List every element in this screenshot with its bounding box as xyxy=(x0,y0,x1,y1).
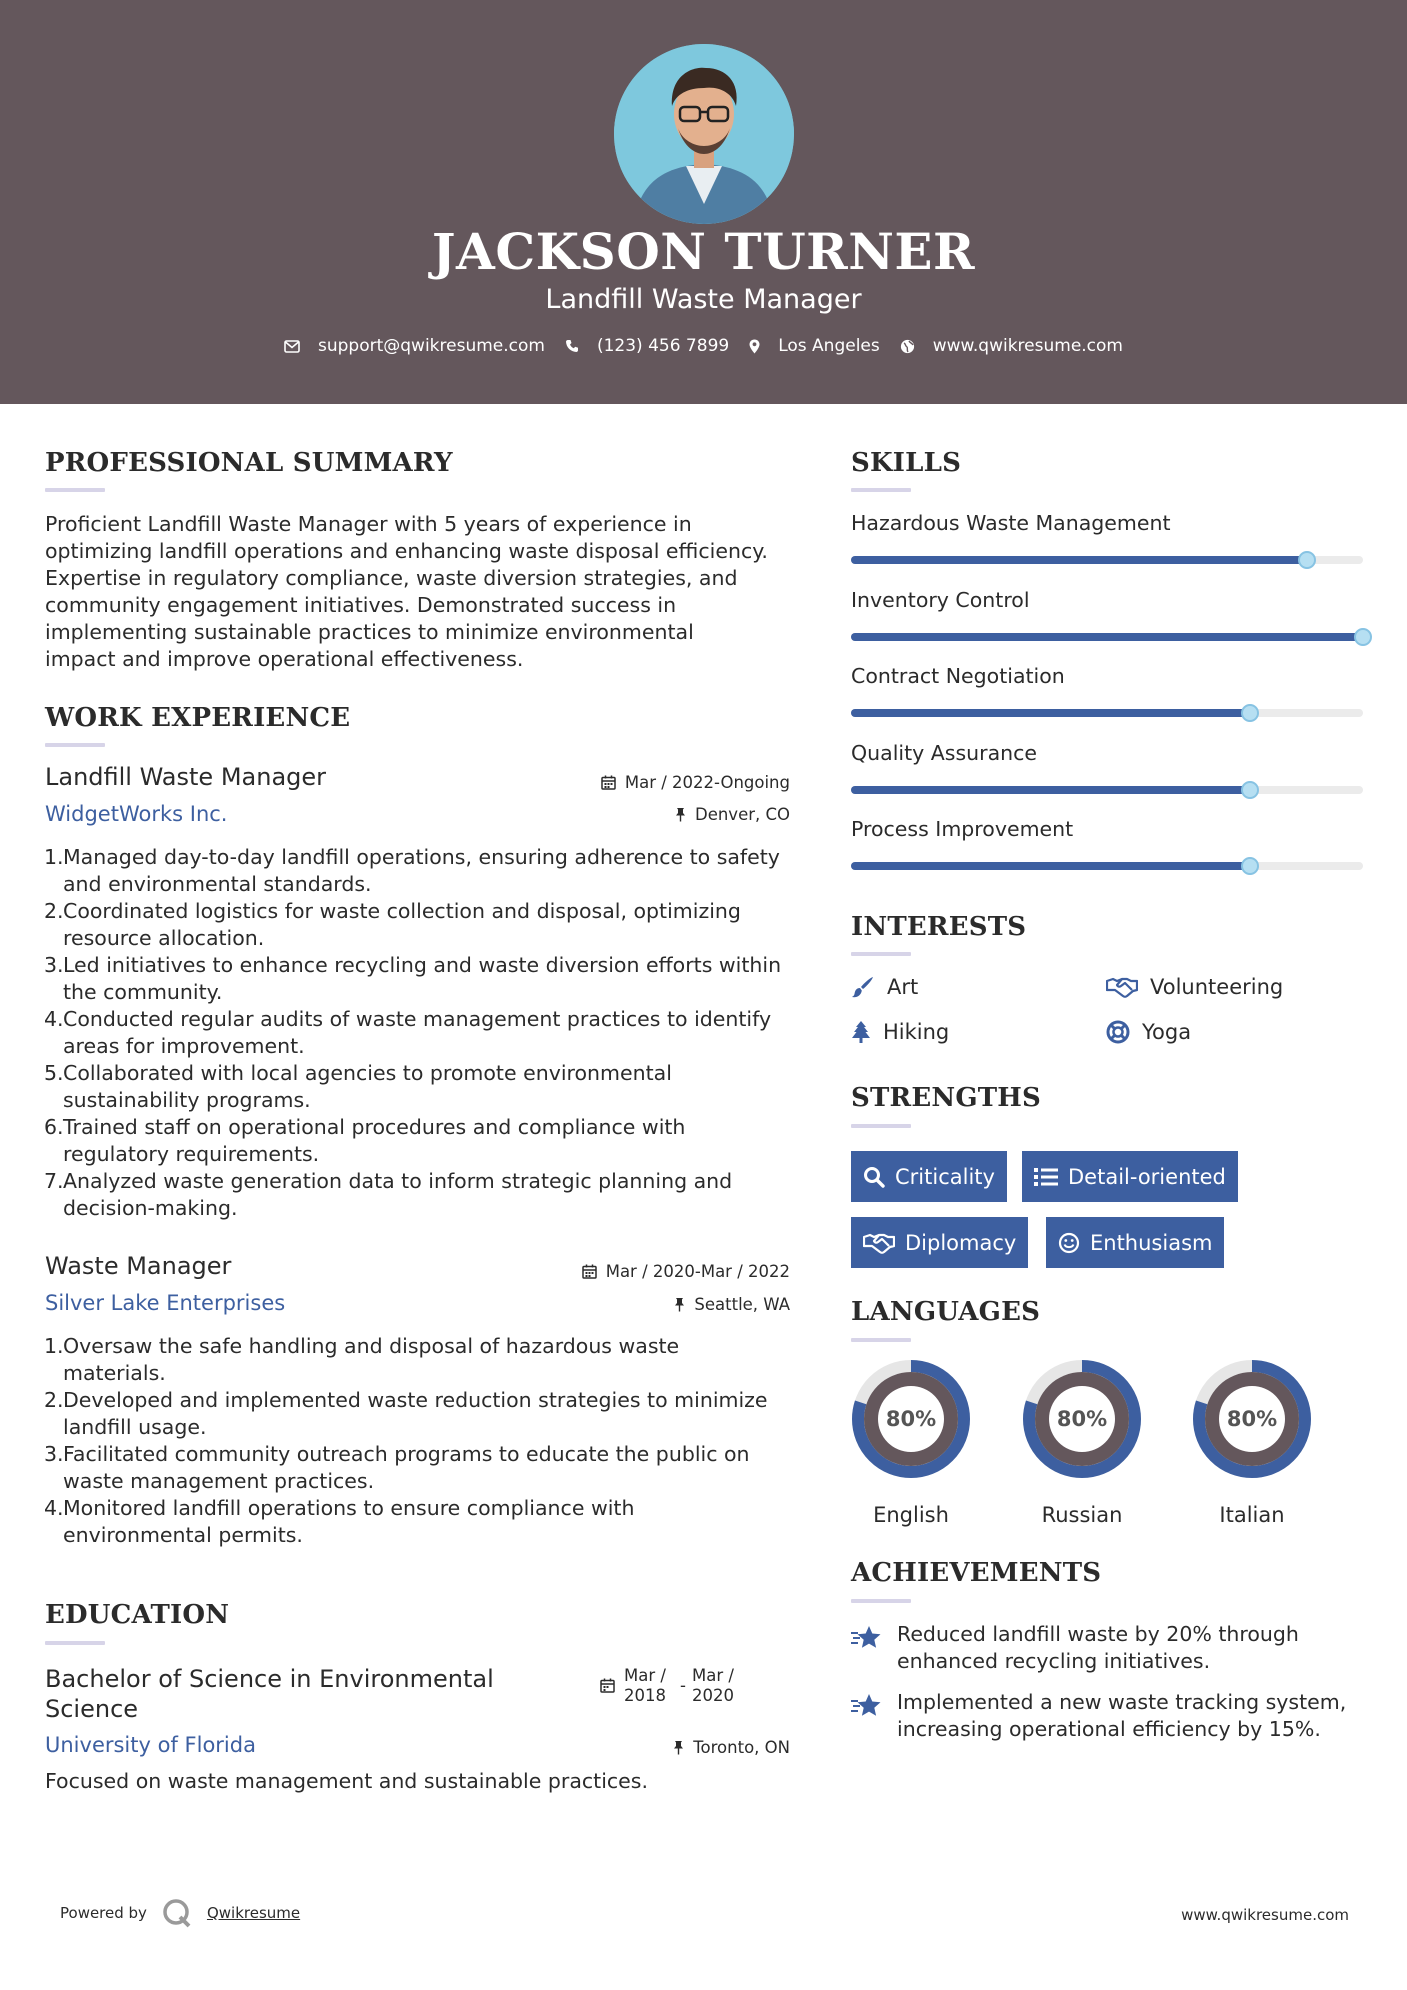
interest-item: Volunteering xyxy=(1106,975,1283,999)
pushpin-icon xyxy=(674,1297,685,1312)
date-separator: - xyxy=(680,1676,686,1695)
education-description: Focused on waste management and sustainable practices. xyxy=(45,1769,648,1793)
skill-bar-knob xyxy=(1241,857,1259,875)
experience-rule xyxy=(45,743,105,747)
calendar-icon xyxy=(601,775,616,790)
language-ring xyxy=(1191,1358,1313,1480)
profile-photo xyxy=(614,44,794,224)
skill-bar-track xyxy=(851,556,1363,564)
education-location: Toronto, ON xyxy=(673,1738,790,1757)
skill-bar-knob xyxy=(1354,628,1372,646)
skill-bar-knob xyxy=(1241,781,1259,799)
list-item: 1. Managed day-to-day landfill operations, ensuring adherence to safety and environmental standards. xyxy=(44,845,780,896)
summary-line: community engagement initiatives. Demonstrated success in xyxy=(45,593,677,617)
achievement-text: Implemented a new waste tracking system, increasing operational efficiency by 15%. xyxy=(897,1690,1347,1741)
job-location xyxy=(675,805,790,824)
qwikresume-link[interactable]: Qwikresume xyxy=(206,1904,301,1922)
job-entry xyxy=(45,1249,790,1569)
strength-badge: Diplomacy xyxy=(851,1217,1028,1268)
powered-by-text: Powered by xyxy=(60,1904,147,1922)
responsibility-list xyxy=(45,1333,805,1549)
email-text: support@qwikresume.com xyxy=(318,336,545,356)
summary-line: implementing sustainable practices to minimize environmental xyxy=(45,620,694,644)
skill-bar-fill xyxy=(851,786,1250,794)
job-location-text: Denver, CO xyxy=(694,805,790,824)
handshake-icon xyxy=(1106,976,1138,998)
interest-item: Yoga xyxy=(1106,1020,1191,1044)
language-ring xyxy=(1021,1358,1143,1480)
list-item: 1. Oversaw the safe handling and disposal of hazardous waste materials. xyxy=(44,1334,680,1385)
interest-item: Hiking xyxy=(851,1020,949,1044)
qwikresume-logo-icon xyxy=(161,1897,193,1929)
language-percent: 80% xyxy=(1226,1407,1278,1431)
job-dates-text: Mar / 2020-Mar / 2022 xyxy=(605,1262,790,1281)
interests-rule xyxy=(851,952,911,956)
skill-bar-track xyxy=(851,709,1363,717)
handshake-icon xyxy=(863,1232,895,1254)
footer-website[interactable]: www.qwikresume.com xyxy=(1181,1906,1349,1924)
skill-bar-fill xyxy=(851,556,1307,564)
contact-email[interactable] xyxy=(284,336,545,356)
job-dates-text: Mar / 2022-Ongoing xyxy=(624,773,790,792)
location-text: Los Angeles xyxy=(778,336,880,356)
skills-title: SKILLS xyxy=(851,448,962,478)
education-dates xyxy=(600,1666,734,1706)
smile-icon xyxy=(1058,1232,1080,1254)
skill-bar-knob xyxy=(1298,551,1316,569)
skill-label: Quality Assurance xyxy=(851,740,1038,765)
language-percent: 80% xyxy=(1056,1407,1108,1431)
experience-title: WORK EXPERIENCE xyxy=(45,703,351,733)
globe-icon xyxy=(900,339,915,354)
strengths-rule xyxy=(851,1124,911,1128)
website-text: www.qwikresume.com xyxy=(932,336,1123,356)
contact-phone[interactable] xyxy=(565,336,729,356)
language-name: Russian xyxy=(1041,1503,1123,1527)
achievement-item xyxy=(851,1621,1299,1675)
school-name: University of Florida xyxy=(45,1733,256,1757)
language-name: English xyxy=(873,1503,949,1527)
education-title: EDUCATION xyxy=(45,1600,230,1630)
start-date: Mar / 2018 xyxy=(624,1666,666,1705)
list-item: 2. Coordinated logistics for waste collection and disposal, optimizing resource allocation. xyxy=(44,899,741,950)
job-location-text: Seattle, WA xyxy=(694,1295,790,1314)
pushpin-icon xyxy=(675,807,686,822)
interest-item: Art xyxy=(851,975,918,999)
summary-text xyxy=(45,511,805,673)
summary-line: impact and improve operational effectiveness. xyxy=(45,647,524,671)
company-name: WidgetWorks Inc. xyxy=(45,802,228,826)
job-dates xyxy=(601,773,790,792)
summary-title: PROFESSIONAL SUMMARY xyxy=(45,448,453,478)
strength-badge: Criticality xyxy=(851,1151,1007,1202)
resume-header xyxy=(0,0,1407,404)
achievements-title: ACHIEVEMENTS xyxy=(851,1558,1102,1588)
languages-rule xyxy=(851,1338,911,1342)
lifebuoy-icon xyxy=(1106,1020,1130,1044)
list-icon xyxy=(1034,1167,1058,1187)
paintbrush-icon xyxy=(851,975,875,999)
education-entry xyxy=(45,1660,790,1800)
responsibility-list xyxy=(45,844,805,1222)
skill-bar-knob xyxy=(1241,704,1259,722)
candidate-name: JACKSON TURNER xyxy=(431,222,976,281)
achievement-text: Reduced landfill waste by 20% through enhanced recycling initiatives. xyxy=(897,1622,1299,1673)
job-dates xyxy=(582,1262,790,1281)
phone-icon xyxy=(565,339,579,353)
job-location xyxy=(674,1295,790,1314)
job-title: Waste Manager xyxy=(45,1252,232,1280)
powered-by xyxy=(60,1897,300,1929)
star-icon xyxy=(851,1693,883,1719)
skill-bar-fill xyxy=(851,862,1250,870)
phone-text: (123) 456 7899 xyxy=(596,336,730,356)
list-item: 4. Monitored landfill operations to ensure compliance with environmental permits. xyxy=(44,1496,635,1547)
interests-title: INTERESTS xyxy=(851,912,1027,942)
skill-label: Process Improvement xyxy=(851,817,1074,841)
languages-title: LANGUAGES xyxy=(851,1297,1041,1327)
summary-line: Expertise in regulatory compliance, waste diversion strategies, and xyxy=(45,566,738,590)
contact-location xyxy=(749,336,880,356)
strengths-title: STRENGTHS xyxy=(851,1083,1042,1113)
summary-line: optimizing landfill operations and enhancing waste disposal efficiency. xyxy=(45,539,768,563)
skill-bar-fill xyxy=(851,709,1250,717)
pushpin-icon xyxy=(673,1740,684,1755)
list-item: 5. Collaborated with local agencies to promote environmental sustainability programs. xyxy=(44,1061,672,1112)
summary-rule xyxy=(45,488,105,492)
list-item: 4. Conducted regular audits of waste management practices to identify areas for improvement. xyxy=(44,1007,772,1058)
education-rule xyxy=(45,1641,105,1645)
skill-bar-track xyxy=(851,786,1363,794)
summary-line: Proficient Landfill Waste Manager with 5 years of experience in xyxy=(45,512,692,536)
company-name: Silver Lake Enterprises xyxy=(45,1291,286,1315)
language-name: Italian xyxy=(1219,1503,1285,1527)
map-pin-icon xyxy=(749,339,760,354)
skill-bar-fill xyxy=(851,633,1363,641)
candidate-role: Landfill Waste Manager xyxy=(545,284,862,315)
list-item: 7. Analyzed waste generation data to inform strategic planning and decision-making. xyxy=(44,1169,733,1220)
skill-bar-track xyxy=(851,633,1363,641)
skill-bar-track xyxy=(851,862,1363,870)
list-item: 6. Trained staff on operational procedures and compliance with regulatory requirements. xyxy=(44,1115,686,1166)
degree-title: Bachelor of Science in Environmental Science xyxy=(45,1665,494,1723)
achievement-item xyxy=(851,1689,1346,1743)
contact-bar xyxy=(0,336,1407,356)
star-icon xyxy=(851,1625,883,1651)
job-title: Landfill Waste Manager xyxy=(45,763,327,791)
strength-badge: Enthusiasm xyxy=(1046,1217,1224,1268)
skills-rule xyxy=(851,488,911,492)
list-item: 2. Developed and implemented waste reduction strategies to minimize landfill usage. xyxy=(44,1388,768,1439)
list-item: 3. Led initiatives to enhance recycling and waste diversion efforts within the community. xyxy=(44,953,782,1004)
skill-label: Inventory Control xyxy=(851,587,1030,612)
skill-label: Contract Negotiation xyxy=(851,664,1065,688)
calendar-icon xyxy=(600,1678,615,1693)
strength-badge: Detail-oriented xyxy=(1022,1151,1238,1202)
contact-website[interactable] xyxy=(900,336,1123,356)
tree-icon xyxy=(851,1020,871,1044)
envelope-icon xyxy=(284,340,300,353)
end-date: Mar / 2020 xyxy=(691,1666,734,1705)
skill-label: Hazardous Waste Management xyxy=(851,511,1171,535)
achievements-rule xyxy=(851,1599,911,1603)
language-ring xyxy=(850,1358,972,1480)
calendar-icon xyxy=(582,1264,597,1279)
person-illustration xyxy=(614,44,794,224)
language-percent: 80% xyxy=(885,1407,937,1431)
search-icon xyxy=(863,1166,885,1188)
list-item: 3. Facilitated community outreach programs to educate the public on waste management practices. xyxy=(44,1442,750,1493)
job-entry xyxy=(45,760,790,1230)
